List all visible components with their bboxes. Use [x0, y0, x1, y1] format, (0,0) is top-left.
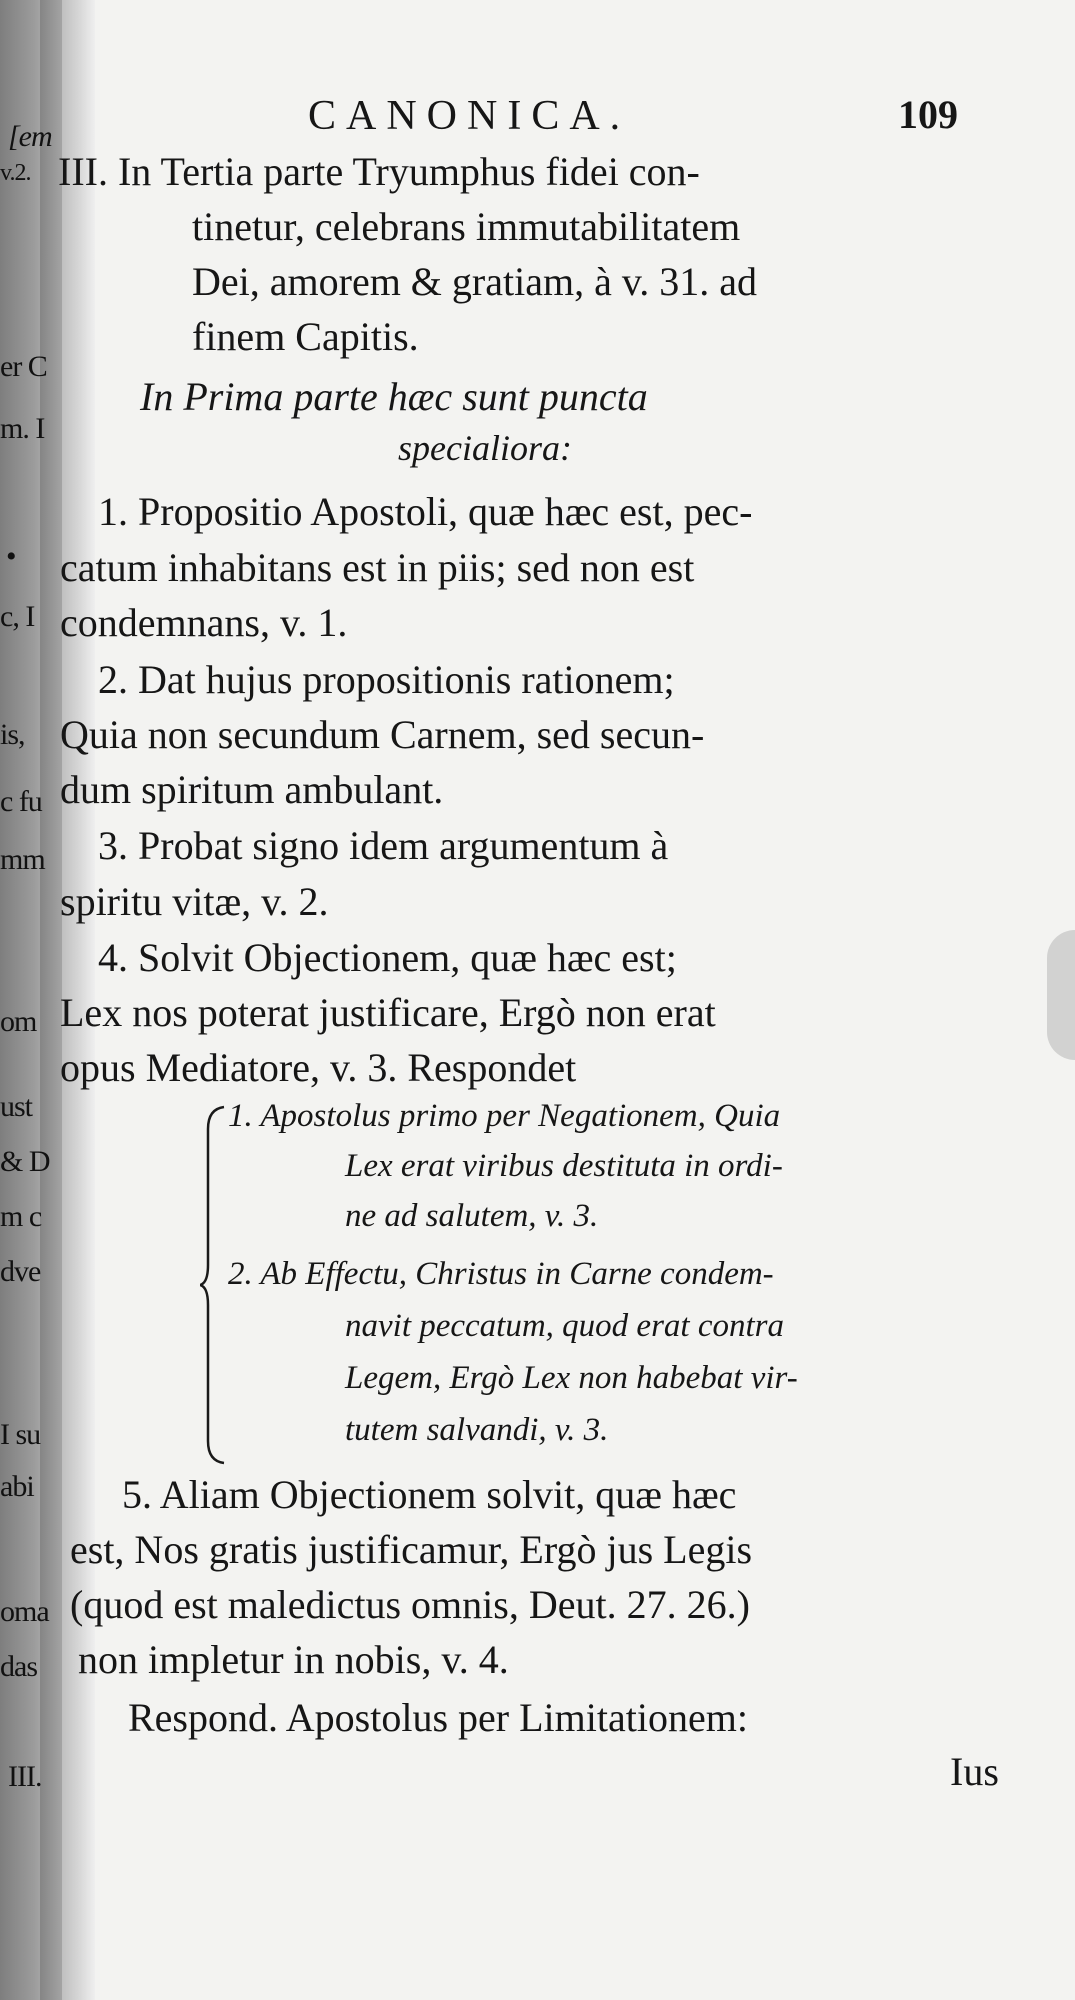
text-line: Quia non secundum Carnem, sed secun- — [60, 712, 705, 757]
margin-fragment: [em — [8, 120, 52, 153]
sub-point-line: Lex erat viribus destituta in ordi- — [345, 1148, 783, 1184]
margin-fragment: • — [6, 540, 16, 573]
margin-fragment: c fu — [0, 785, 42, 818]
sub-point-line: 1. Apostolus primo per Negationem, Quia — [228, 1098, 781, 1134]
section-heading: specialiora: — [398, 428, 572, 468]
sub-point-line: Legem, Ergò Lex non habebat vir- — [345, 1360, 798, 1396]
margin-fragment: dve — [0, 1255, 41, 1288]
text-line: spiritu vitæ, v. 2. — [60, 879, 329, 924]
margin-fragment: m. I — [0, 412, 45, 445]
page-number: 109 — [898, 92, 958, 137]
margin-fragment: III. — [8, 1760, 42, 1793]
curly-brace — [200, 1105, 228, 1465]
section-heading: In Prima parte hæc sunt puncta — [140, 374, 648, 419]
margin-fragment: v.2. — [0, 160, 31, 186]
margin-fragment: & D — [0, 1145, 50, 1178]
text-line: Dei, amorem & gratiam, à v. 31. ad — [192, 259, 757, 304]
text-line: est, Nos gratis justificamur, Ergò jus Legis — [70, 1527, 753, 1572]
text-line: 2. Dat hujus propositionis rationem; — [98, 657, 675, 702]
text-line: 1. Propositio Apostoli, quæ hæc est, pec- — [98, 489, 753, 534]
margin-fragment: I su — [0, 1418, 41, 1451]
text-line: III. In Tertia parte Tryumphus fidei con- — [58, 149, 700, 194]
binding-shadow — [40, 0, 62, 2000]
sub-point-line: 2. Ab Effectu, Christus in Carne condem- — [228, 1256, 774, 1292]
text-line: Lex nos poterat justificare, Ergò non erat — [60, 990, 716, 1035]
margin-fragment: abi — [0, 1470, 34, 1503]
text-line: Respond. Apostolus per Limitationem: — [128, 1695, 748, 1740]
margin-fragment: om — [0, 1005, 37, 1038]
margin-fragment: ust — [0, 1090, 33, 1123]
text-line: opus Mediatore, v. 3. Respondet — [60, 1045, 577, 1090]
text-line: condemnans, v. 1. — [60, 600, 348, 645]
text-line: catum inhabitans est in piis; sed non est — [60, 545, 695, 590]
text-line: tinetur, celebrans immutabilitatem — [192, 204, 741, 249]
margin-fragment: er C — [0, 350, 47, 383]
text-line: (quod est maledictus omnis, Deut. 27. 26.) — [70, 1582, 750, 1627]
text-line: finem Capitis. — [192, 314, 419, 359]
text-line: non impletur in nobis, v. 4. — [78, 1637, 509, 1682]
sub-point-line: navit peccatum, quod erat contra — [345, 1308, 784, 1344]
margin-fragment: mm — [0, 843, 45, 876]
catchword: Ius — [950, 1749, 999, 1794]
text-line: dum spiritum ambulant. — [60, 767, 444, 812]
running-head: CANONICA. — [308, 93, 631, 139]
margin-fragment: das — [0, 1650, 37, 1683]
page-edge-stain — [1047, 930, 1075, 1060]
margin-fragment: is, — [0, 718, 25, 751]
text-line: 3. Probat signo idem argumentum à — [98, 823, 669, 868]
text-line: 4. Solvit Objectionem, quæ hæc est; — [98, 935, 677, 980]
sub-point-line: tutem salvandi, v. 3. — [345, 1412, 609, 1448]
margin-fragment: oma — [0, 1595, 49, 1628]
margin-fragment: c, I — [0, 600, 35, 633]
sub-point-line: ne ad salutem, v. 3. — [345, 1198, 599, 1234]
margin-fragment: m c — [0, 1200, 42, 1233]
text-line: 5. Aliam Objectionem solvit, quæ hæc — [122, 1472, 737, 1517]
